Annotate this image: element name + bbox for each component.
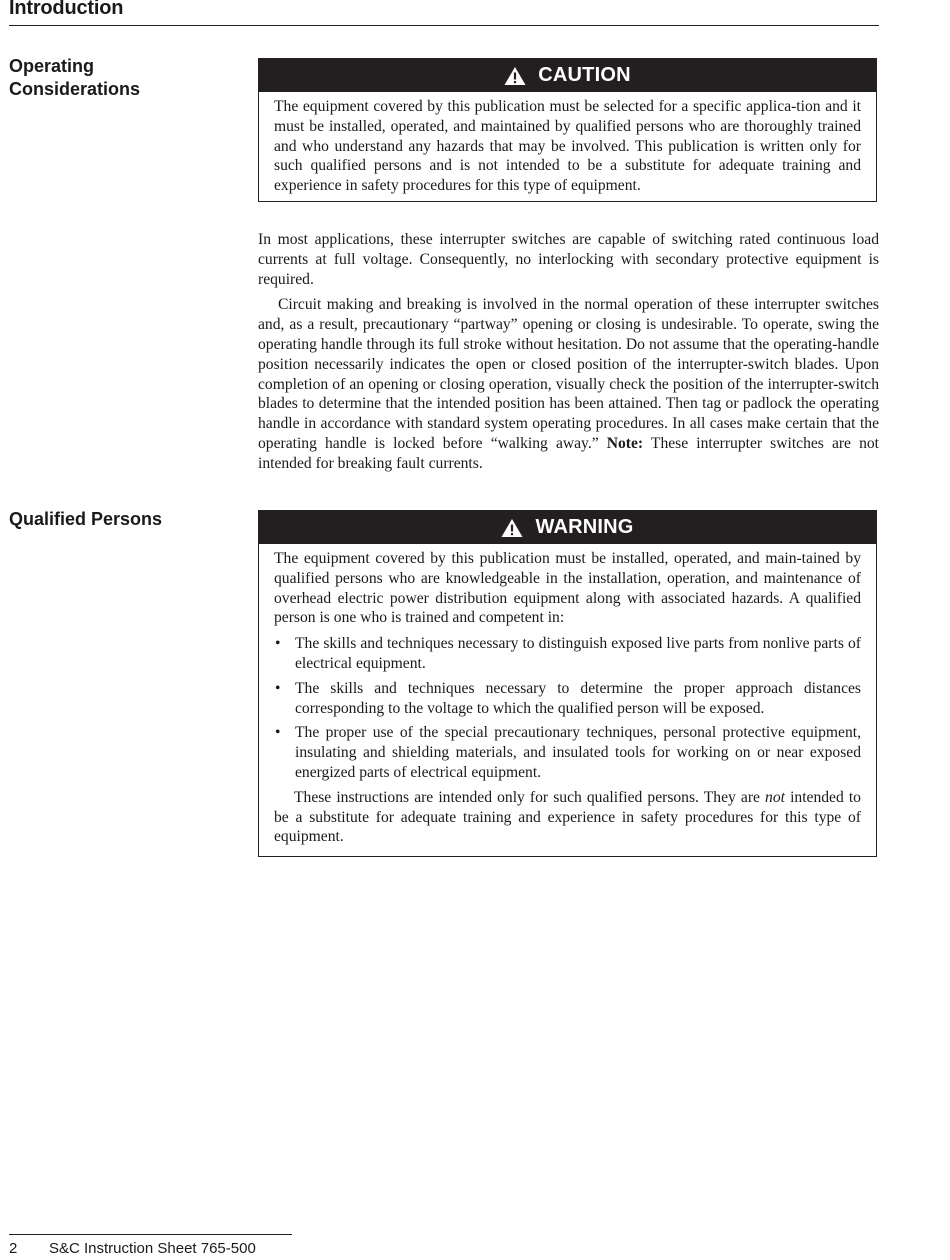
list-item: • The skills and techniques necessary to determine the proper approach distances corresponding to the voltage to which the qualified person will be exposed.	[274, 679, 861, 719]
caution-text: The equipment covered by this publication must be selected for a specific applica-tion and it must be installed, operated, and maintained by qualified persons who are thoroughly trained and who understand any hazards that may be involved. This publication is written only for such qualified persons and is not intended to be a substitute for adequate training and experience in safety procedures for this type of equipment.	[274, 98, 861, 195]
warning-intro: The equipment covered by this publication must be installed, operated, and main-tained by qualified persons who are knowledgeable in the installation, operation, and maintenance of overhead electric power distribution equipment along with associated hazards. A qualified person is one who is trained and competent in:	[274, 550, 861, 627]
caution-body	[259, 92, 876, 201]
operating-body	[258, 230, 879, 474]
page-footer	[9, 1240, 256, 1257]
title-divider	[9, 25, 879, 26]
footer-divider	[9, 1234, 292, 1235]
caution-box	[258, 58, 877, 202]
list-item: • The proper use of the special precautionary techniques, personal protective equipment, insulating and shielding materials, and insulated tools for working on or near exposed energized parts of electrical equipment.	[274, 723, 861, 782]
paragraph: In most applications, these interrupter switches are capable of switching rated continuous load currents at full voltage. Consequently, no interlocking with secondary protective equipment is required.	[258, 231, 879, 288]
warning-label: WARNING	[535, 516, 634, 538]
qualification-list	[274, 634, 861, 783]
warning-closing	[274, 788, 861, 847]
paragraph-text: Circuit making and breaking is involved in the normal operation of these interrupter switches and, as a result, precautionary “partway” opening or closing is undesirable. To operate, swing the operating handle through its full stroke without hesitation. Do not assume that the operating-handle position necessarily indicates the open or closed position of the interrupter-switch blades. Upon completion of an opening or closing operation, visually check the position of the interrupter-switch blades to determine that the intended position has been attained. Then tag or padlock the operating handle in accordance with standard system operating procedures. In all cases make certain that the operating handle is locked before “walking away.”	[258, 296, 879, 452]
page-number: 2	[9, 1240, 18, 1257]
closing-text: intended to be a substitute for adequate training and experience in safety procedures for this type of equipment.	[274, 788, 861, 846]
document-name: S&C Instruction Sheet 765-500	[49, 1240, 256, 1257]
closing-text: These instructions are intended only for such qualified persons. They are	[294, 788, 766, 806]
paragraph	[258, 295, 879, 473]
page-title: Introduction	[9, 0, 124, 19]
warning-box	[258, 510, 877, 857]
warning-body	[259, 544, 876, 856]
caution-label: CAUTION	[538, 64, 631, 86]
caution-header	[259, 59, 876, 92]
section-heading-qualified-persons: Qualified Persons	[9, 509, 163, 529]
warning-triangle-icon	[504, 66, 526, 86]
closing-emphasis: not	[765, 788, 785, 806]
heading-line: Considerations	[9, 79, 141, 99]
note-text: These interrupter switches are not intended for breaking fault currents.	[258, 434, 879, 472]
warning-triangle-icon	[501, 518, 523, 538]
note-label: Note:	[606, 434, 644, 452]
heading-line: Operating	[9, 56, 95, 76]
section-heading-operating-considerations	[9, 55, 140, 101]
warning-header	[259, 511, 876, 544]
list-item: • The skills and techniques necessary to distinguish exposed live parts from nonlive parts of electrical equipment.	[274, 634, 861, 674]
